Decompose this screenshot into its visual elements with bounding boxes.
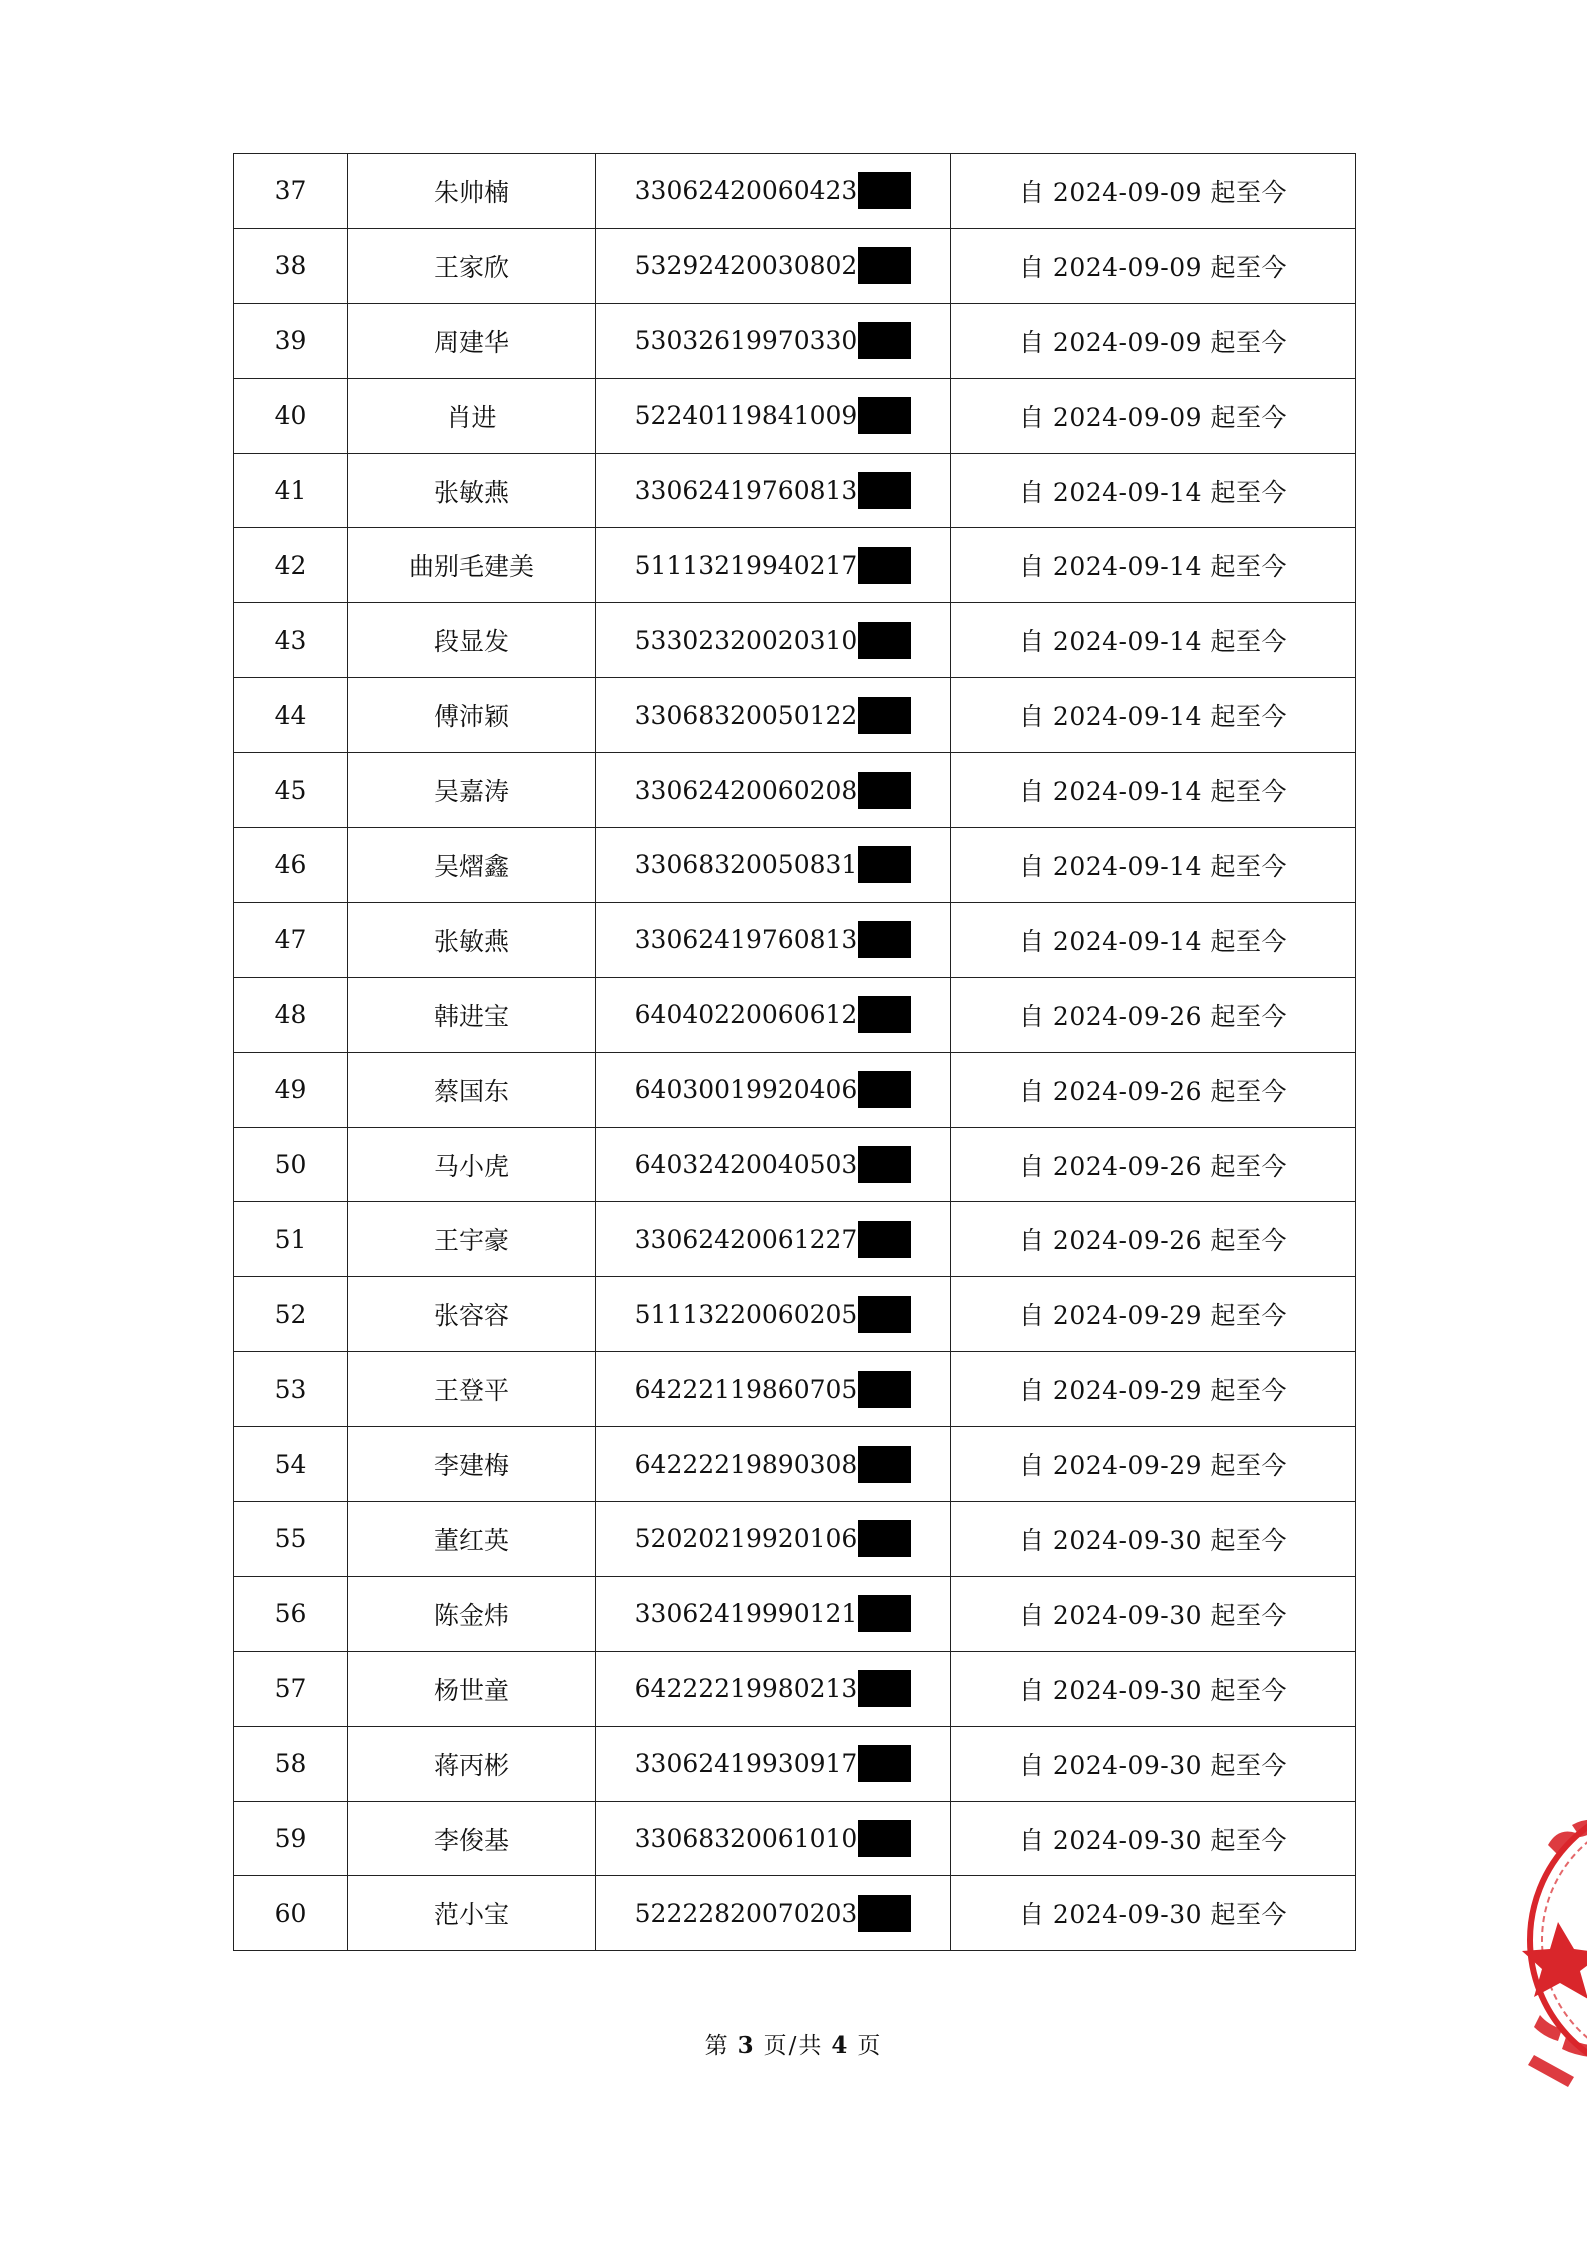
name-cell: 王登平 [348, 1352, 596, 1427]
records-table-body [234, 154, 1356, 1951]
id-number-visible-text: 64222219890308 [634, 1449, 858, 1479]
row-number-cell: 49 [234, 1052, 348, 1127]
official-seal-icon [1510, 1765, 1587, 2105]
table-row [234, 1876, 1356, 1951]
period-cell: 自 2024-09-09 起至今 [951, 378, 1356, 453]
id-number-wrapper [635, 1371, 912, 1408]
id-number-visible-text: 64222119860705 [634, 1374, 858, 1404]
redaction-box [858, 397, 911, 434]
id-number-visible-text: 33062420060208 [634, 775, 858, 805]
redaction-box [858, 1296, 911, 1333]
id-number-cell [596, 753, 951, 828]
id-number-cell [596, 528, 951, 603]
name-cell: 周建华 [348, 303, 596, 378]
period-cell: 自 2024-09-14 起至今 [951, 528, 1356, 603]
id-number-visible-text: 64040220060612 [634, 1000, 858, 1030]
redaction-box [858, 247, 911, 284]
id-number-cell [596, 154, 951, 229]
id-number-visible-text: 33062420061227 [634, 1224, 858, 1254]
id-number-wrapper [635, 1595, 912, 1632]
redaction-box [858, 1520, 911, 1557]
name-cell: 李建梅 [348, 1427, 596, 1502]
redaction-box [858, 1895, 911, 1932]
id-number-wrapper [635, 921, 912, 958]
row-number-cell: 43 [234, 603, 348, 678]
row-number-cell: 54 [234, 1427, 348, 1502]
id-number-wrapper [635, 1670, 912, 1707]
id-number-cell [596, 1052, 951, 1127]
id-number-visible-text: 33062419760813 [634, 476, 858, 505]
redaction-box [858, 172, 911, 209]
id-number-wrapper [635, 622, 912, 659]
id-number-wrapper [635, 772, 912, 809]
name-cell: 董红英 [348, 1502, 596, 1577]
footer-middle: 页/共 [763, 2033, 824, 2059]
table-row [234, 453, 1356, 528]
id-number-cell [596, 1876, 951, 1951]
id-number-visible-text: 33062420060423 [634, 176, 858, 206]
id-number-wrapper [635, 247, 912, 284]
period-cell: 自 2024-09-14 起至今 [951, 603, 1356, 678]
name-cell: 王宇豪 [348, 1202, 596, 1277]
id-number-wrapper [635, 996, 912, 1033]
table-row [234, 1651, 1356, 1726]
id-number-cell [596, 1202, 951, 1277]
table-row [234, 528, 1356, 603]
row-number-cell: 45 [234, 753, 348, 828]
table-row [234, 1427, 1356, 1502]
table-row [234, 603, 1356, 678]
id-number-visible-text: 33062419760813 [634, 925, 858, 955]
id-number-cell [596, 678, 951, 753]
period-cell: 自 2024-09-14 起至今 [951, 678, 1356, 753]
name-cell: 段显发 [348, 603, 596, 678]
row-number-cell: 42 [234, 528, 348, 603]
id-number-wrapper [635, 172, 912, 209]
id-number-wrapper [635, 1146, 912, 1183]
redaction-box [858, 996, 911, 1033]
table-row [234, 228, 1356, 303]
id-number-cell [596, 1352, 951, 1427]
redaction-box [858, 1745, 911, 1782]
id-number-cell [596, 1576, 951, 1651]
name-cell: 李俊基 [348, 1801, 596, 1876]
table-row [234, 678, 1356, 753]
footer-total-pages: 4 [831, 2032, 850, 2059]
table-row [234, 154, 1356, 229]
redaction-box [858, 1146, 911, 1183]
name-cell: 张容容 [348, 1277, 596, 1352]
id-number-wrapper [635, 397, 912, 434]
period-cell: 自 2024-09-14 起至今 [951, 902, 1356, 977]
id-number-visible-text: 64032420040503 [634, 1150, 858, 1180]
row-number-cell: 56 [234, 1576, 348, 1651]
id-number-visible-text: 33068320050831 [634, 850, 858, 880]
name-cell: 肖进 [348, 378, 596, 453]
id-number-visible-text: 53292420030802 [634, 251, 858, 281]
name-cell: 王家欣 [348, 228, 596, 303]
row-number-cell: 52 [234, 1277, 348, 1352]
period-cell: 自 2024-09-30 起至今 [951, 1801, 1356, 1876]
name-cell: 吴嘉涛 [348, 753, 596, 828]
id-number-cell [596, 1726, 951, 1801]
row-number-cell: 51 [234, 1202, 348, 1277]
row-number-cell: 40 [234, 378, 348, 453]
name-cell: 蒋丙彬 [348, 1726, 596, 1801]
footer-suffix: 页 [857, 2033, 883, 2059]
row-number-cell: 44 [234, 678, 348, 753]
redaction-box [858, 1446, 911, 1483]
row-number-cell: 39 [234, 303, 348, 378]
footer-current-page: 3 [737, 2032, 756, 2059]
period-cell: 自 2024-09-14 起至今 [951, 828, 1356, 903]
id-number-wrapper [635, 547, 912, 584]
name-cell: 吴熠鑫 [348, 828, 596, 903]
redaction-box [858, 1221, 911, 1258]
id-number-wrapper [635, 1446, 912, 1483]
name-cell: 马小虎 [348, 1127, 596, 1202]
redaction-box [858, 921, 911, 958]
row-number-cell: 37 [234, 154, 348, 229]
row-number-cell: 41 [234, 453, 348, 528]
table-row [234, 1202, 1356, 1277]
id-number-wrapper [635, 1745, 912, 1782]
id-number-wrapper [635, 472, 912, 509]
period-cell: 自 2024-09-30 起至今 [951, 1651, 1356, 1726]
table-row [234, 1801, 1356, 1876]
id-number-cell [596, 603, 951, 678]
name-cell: 曲别毛建美 [348, 528, 596, 603]
id-number-visible-text: 52240119841009 [634, 401, 858, 431]
period-cell: 自 2024-09-26 起至今 [951, 1127, 1356, 1202]
period-cell: 自 2024-09-09 起至今 [951, 303, 1356, 378]
name-cell: 张敏燕 [348, 902, 596, 977]
id-number-cell [596, 1277, 951, 1352]
table-row [234, 753, 1356, 828]
id-number-cell [596, 977, 951, 1052]
id-number-cell [596, 1502, 951, 1577]
period-cell: 自 2024-09-30 起至今 [951, 1726, 1356, 1801]
row-number-cell: 46 [234, 828, 348, 903]
redaction-box [858, 772, 911, 809]
table-row [234, 1502, 1356, 1577]
id-number-cell [596, 1801, 951, 1876]
name-cell: 傅沛颖 [348, 678, 596, 753]
table-row [234, 378, 1356, 453]
id-number-visible-text: 53302320020310 [634, 625, 858, 655]
id-number-cell [596, 453, 951, 528]
table-row [234, 828, 1356, 903]
id-number-visible-text: 53032619970330 [634, 326, 858, 356]
redaction-box [858, 697, 911, 734]
id-number-visible-text: 64030019920406 [634, 1075, 858, 1105]
name-cell: 蔡国东 [348, 1052, 596, 1127]
period-cell: 自 2024-09-30 起至今 [951, 1576, 1356, 1651]
table-row [234, 902, 1356, 977]
name-cell: 朱帅楠 [348, 154, 596, 229]
redaction-box [858, 1371, 911, 1408]
name-cell: 韩进宝 [348, 977, 596, 1052]
id-number-cell [596, 303, 951, 378]
row-number-cell: 48 [234, 977, 348, 1052]
footer-prefix: 第 [704, 2033, 730, 2059]
id-number-visible-text: 33068320061010 [634, 1824, 858, 1854]
name-cell: 张敏燕 [348, 453, 596, 528]
id-number-visible-text: 52020219920106 [634, 1524, 858, 1554]
id-number-wrapper [635, 1895, 912, 1932]
table-row [234, 977, 1356, 1052]
id-number-visible-text: 33062419930917 [634, 1749, 858, 1779]
id-number-visible-text: 52222820070203 [634, 1898, 858, 1928]
id-number-wrapper [635, 846, 912, 883]
id-number-wrapper [635, 1071, 912, 1108]
redaction-box [858, 622, 911, 659]
name-cell: 范小宝 [348, 1876, 596, 1951]
period-cell: 自 2024-09-09 起至今 [951, 228, 1356, 303]
redaction-box [858, 846, 911, 883]
row-number-cell: 60 [234, 1876, 348, 1951]
period-cell: 自 2024-09-30 起至今 [951, 1502, 1356, 1577]
period-cell: 自 2024-09-26 起至今 [951, 977, 1356, 1052]
id-number-visible-text: 33062419990121 [634, 1599, 858, 1629]
redaction-box [858, 1595, 911, 1632]
id-number-cell [596, 378, 951, 453]
id-number-visible-text: 33068320050122 [634, 700, 858, 730]
id-number-wrapper [635, 1820, 912, 1857]
period-cell: 自 2024-09-29 起至今 [951, 1277, 1356, 1352]
table-row [234, 1052, 1356, 1127]
records-table [233, 153, 1356, 1951]
id-number-visible-text: 51113219940217 [634, 550, 858, 580]
period-cell: 自 2024-09-26 起至今 [951, 1202, 1356, 1277]
period-cell: 自 2024-09-30 起至今 [951, 1876, 1356, 1951]
row-number-cell: 55 [234, 1502, 348, 1577]
period-cell: 自 2024-09-29 起至今 [951, 1427, 1356, 1502]
id-number-visible-text: 64222219980213 [634, 1674, 858, 1704]
name-cell: 陈金炜 [348, 1576, 596, 1651]
redaction-box [858, 1670, 911, 1707]
period-cell: 自 2024-09-09 起至今 [951, 154, 1356, 229]
row-number-cell: 50 [234, 1127, 348, 1202]
redaction-box [858, 1820, 911, 1857]
table-row [234, 1127, 1356, 1202]
period-cell: 自 2024-09-14 起至今 [951, 453, 1356, 528]
id-number-visible-text: 51113220060205 [634, 1299, 858, 1329]
id-number-cell [596, 228, 951, 303]
redaction-box [858, 322, 911, 359]
table-row [234, 1726, 1356, 1801]
table-row [234, 1352, 1356, 1427]
table-row [234, 303, 1356, 378]
name-cell: 杨世童 [348, 1651, 596, 1726]
page-footer [0, 2027, 1587, 2060]
id-number-cell [596, 1651, 951, 1726]
id-number-wrapper [635, 1221, 912, 1258]
table-row [234, 1277, 1356, 1352]
id-number-wrapper [635, 697, 912, 734]
row-number-cell: 53 [234, 1352, 348, 1427]
redaction-box [858, 547, 911, 584]
row-number-cell: 57 [234, 1651, 348, 1726]
period-cell: 自 2024-09-29 起至今 [951, 1352, 1356, 1427]
period-cell: 自 2024-09-14 起至今 [951, 753, 1356, 828]
period-cell: 自 2024-09-26 起至今 [951, 1052, 1356, 1127]
id-number-cell [596, 1127, 951, 1202]
id-number-wrapper [635, 1520, 912, 1557]
id-number-wrapper [635, 322, 912, 359]
table-row [234, 1576, 1356, 1651]
row-number-cell: 38 [234, 228, 348, 303]
id-number-cell [596, 1427, 951, 1502]
id-number-wrapper [635, 1296, 912, 1333]
id-number-cell [596, 902, 951, 977]
row-number-cell: 58 [234, 1726, 348, 1801]
row-number-cell: 59 [234, 1801, 348, 1876]
row-number-cell: 47 [234, 902, 348, 977]
redaction-box [858, 1071, 911, 1108]
id-number-cell [596, 828, 951, 903]
redaction-box [858, 472, 911, 509]
